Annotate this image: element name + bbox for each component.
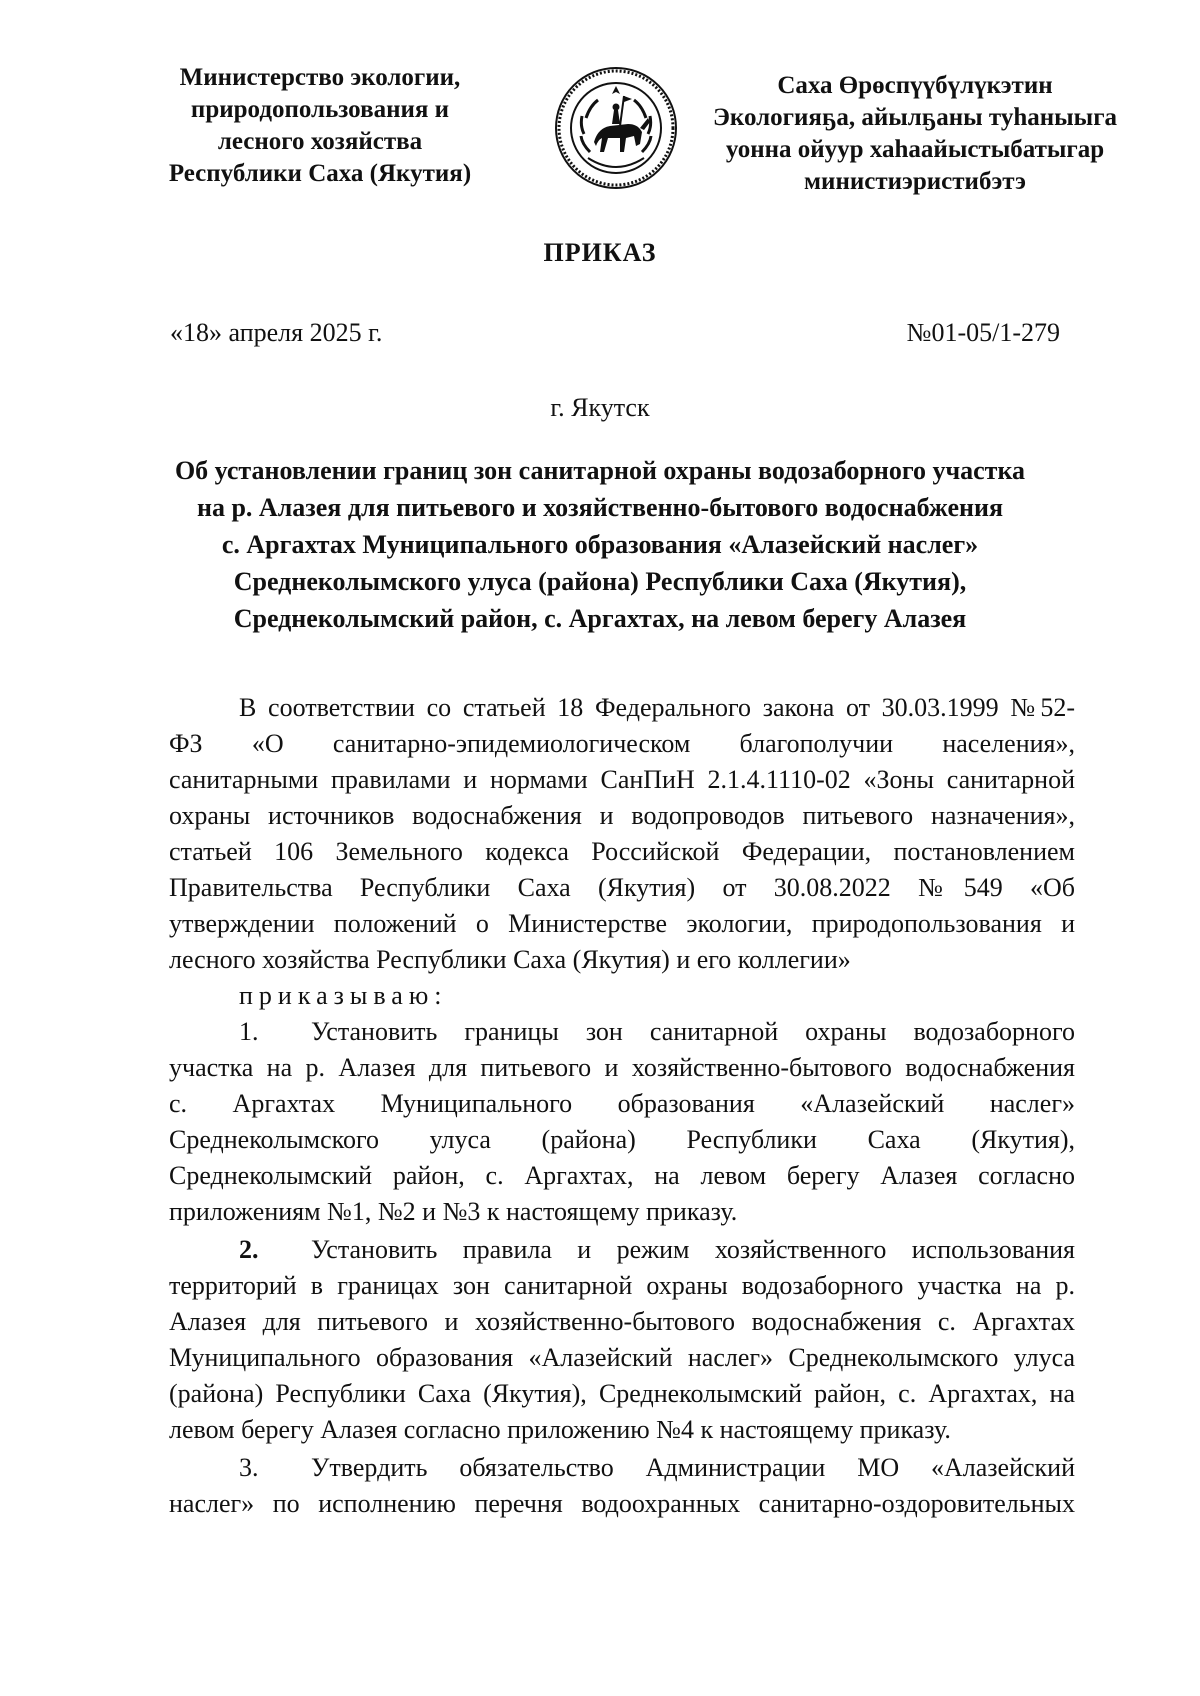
item-number: 1. [239,1017,259,1046]
ministry-name-sakha [700,70,1130,198]
body-line: наслег» по исполнению перечня водоохранных санитарно-оздоровительных [169,1489,1075,1518]
body-line: охраны источников водоснабжения и водопроводов питьевого назначения», [169,801,1075,830]
body-line: Среднеколымского улуса (района) Республики Саха (Якутия), [169,1125,1075,1154]
document-title: ПРИКАЗ [543,238,657,267]
item-number: 3. [239,1453,259,1482]
ministry-name-line: лесного хозяйства [217,128,423,155]
body-line: (района) Республики Саха (Якутия), Среднеколымский район, с. Аргахтах, на [169,1379,1075,1408]
document-body [169,690,1075,1522]
body-line: лесного хозяйства Республики Саха (Якутия) и его коллегии» [169,945,851,974]
body-line: с. Аргахтах Муниципального образования «Алазейский наслег» [169,1089,1075,1118]
item-first-line [169,1450,1075,1486]
item-first-line [169,1232,1075,1268]
order-item-3 [169,1450,1075,1522]
body-line: Утвердить обязательство Администрации МО «Алазейский [311,1453,1075,1482]
body-line: Установить правила и режим хозяйственного использования [311,1235,1075,1264]
body-line: территорий в границах зон санитарной охраны водозаборного участка на р. [169,1271,1075,1300]
item-number: 2. [239,1235,259,1264]
ministry-name-line: Экологияҕа, айылҕаны туһаныыга [712,104,1118,131]
ministry-name-russian [140,62,500,190]
ministry-name-line: Республики Саха (Якутия) [168,160,472,187]
body-line: В соответствии со статьей 18 Федерального закона от 30.03.1999 №52- [239,693,1075,722]
document-city: г. Якутск [550,393,650,422]
ministry-name-line: уонна ойуур хаһаайыстыбатыгар [725,136,1105,163]
document-number: №01-05/1-279 [906,318,1060,347]
document-date: «18» апреля 2025 г. [170,318,383,347]
ministry-name-line: Министерство экологии, [179,64,461,91]
subject-line: Среднеколымского улуса (района) Республики Саха (Якутия), [233,567,967,596]
subject-line: Среднеколымский район, с. Аргахтах, на левом берегу Алазея [233,604,967,633]
body-line: Алазея для питьевого и хозяйственно-бытового водоснабжения с. Аргахтах [169,1307,1075,1336]
subject-line: на р. Алазея для питьевого и хозяйственно-бытового водоснабжения [196,493,1004,522]
order-word-paragraph [169,978,1075,1014]
order-item-1 [169,1014,1075,1230]
body-line: Муниципального образования «Алазейский наслег» Среднеколымского улуса [169,1343,1075,1372]
ministry-name-line: природопользования и [190,96,450,123]
coat-of-arms-emblem [554,66,678,190]
body-line: Установить границы зон санитарной охраны водозаборного [311,1017,1075,1046]
order-word: приказываю: [239,981,448,1010]
item-first-line [169,1014,1075,1050]
body-line: приложениям №1, №2 и №3 к настоящему приказу. [169,1197,738,1226]
ministry-name-line: Саха Өрөспүүбүлүкэтин [777,72,1053,99]
body-line: участка на р. Алазея для питьевого и хозяйственно-бытового водоснабжения [169,1053,1075,1082]
body-line: Правительства Республики Саха (Якутия) от 30.08.2022 №549 «Об [169,873,1075,902]
order-item-2 [169,1232,1075,1448]
body-line: левом берегу Алазея согласно приложению №4 к настоящему приказу. [169,1415,951,1444]
body-line: статьей 106 Земельного кодекса Российской Федерации, постановлением [169,837,1075,866]
subject-line: Об установлении границ зон санитарной охраны водозаборного участка [174,456,1026,485]
preamble-paragraph [169,690,1075,978]
body-line: санитарными правилами и нормами СанПиН 2.1.4.1110-02 «Зоны санитарной [169,765,1075,794]
body-line: утверждении положений о Министерстве экологии, природопользования и [169,909,1075,938]
subject-line: с. Аргахтах Муниципального образования «Алазейский наслег» [221,530,979,559]
body-line: ФЗ «О санитарно-эпидемиологическом благополучии населения», [169,729,1075,758]
document-subject [140,452,1060,637]
body-line: Среднеколымский район, с. Аргахтах, на левом берегу Алазея согласно [169,1161,1075,1190]
ministry-name-line: министиэристибэтэ [804,168,1026,195]
